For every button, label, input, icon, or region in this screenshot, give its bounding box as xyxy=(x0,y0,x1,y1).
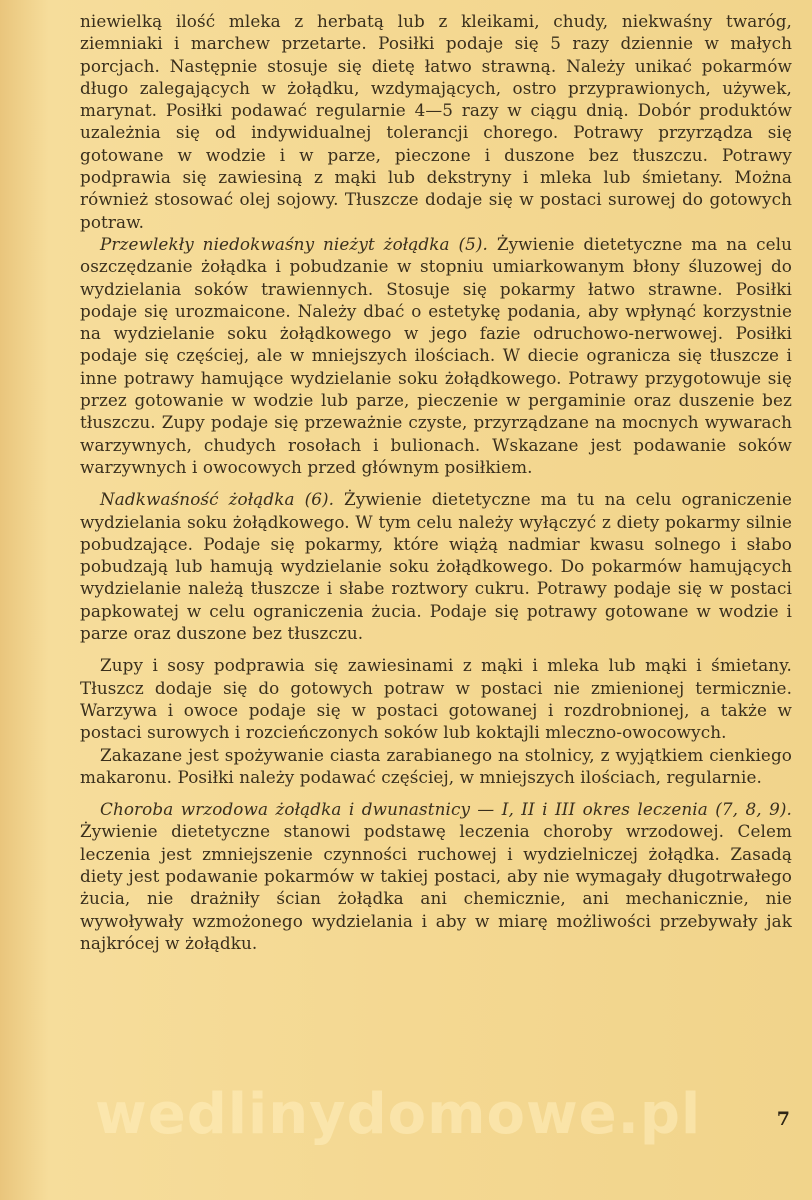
paragraph-text: Zakazane jest spożywanie ciasta zarabianego na stolnicy, z wyjątkiem cienkiego makaronu. Posiłki należy podawać częściej, w mniejszych ilościach, regularnie. xyxy=(80,744,792,787)
paragraph-continuation xyxy=(80,10,792,233)
paragraph-heading: Przewlekły niedokwaśny nieżyt żołądka (5). xyxy=(100,233,488,254)
paragraph-text: Zupy i sosy podprawia się zawiesinami z mąki i mleka lub mąki i śmietany. Tłuszcz dodaje się do gotowych potraw w postaci nie zmienionej termicznie. Warzywa i owoce podaje się w postaci gotowanej i rozdrobnionej, a także w postaci surowych i rozcieńczonych soków lub koktajli mleczno-owocowych. xyxy=(80,655,792,743)
paragraph-heading: Choroba wrzodowa żołądka i dwunastnicy — I, II i III okres leczenia (7, 8, 9). xyxy=(100,799,792,820)
watermark: wedlinydomowe.pl xyxy=(95,1082,702,1147)
paragraph-text: Żywienie dietetyczne stanowi podstawę leczenia choroby wrzodowej. Celem leczenia jest zmniejszenie czynności ruchowej i wydzielniczej żołądka. Zasadą diety jest podawanie pokarmów w takiej postaci, aby nie wymagały długotrwałego żucia, nie drażniły ścian żołądka ani chemicznie, ani mechanicznie, nie wywoływały wzmożonego wydzielania i aby w miarę możliwości przebywały jak najkrócej w żołądku. xyxy=(80,821,792,953)
paragraph-text: niewielką ilość mleka z herbatą lub z kleikami, chudy, niekwaśny twaróg, ziemniaki i marchew przetarte. Posiłki podaje się 5 razy dziennie w małych porcjach. Następnie stosuje się dietę łatwo strawną. Należy unikać pokarmów długo zalegających w żołądku, wzdymających, ostro przyprawionych, używek, marynat. Posiłki podawać regularnie 4—5 razy w ciągu dnią. Dobór produktów uzależnia się od indywidualnej tolerancji chorego. Potrawy przyrządza się gotowane w wodzie i w parze, pieczone i duszone bez tłuszczu. Potrawy podprawia się zawiesiną z mąki lub dekstryny i mleka lub śmietany. Można również stosować olej sojowy. Tłuszcze dodaje się w postaci surowej do gotowych potraw. xyxy=(80,11,792,232)
paragraph-text: Żywienie dietetyczne ma tu na celu ograniczenie wydzielania soku żołądkowego. W tym celu należy wyłączyć z diety pokarmy silnie pobudzające. Podaje się pokarmy, które wiążą nadmiar kwasu solnego i słabo pobudzają lub hamują wydzielanie soku żołądkowego. Do pokarmów hamujących wydzielanie należą tłuszcze i słabe roztwory cukru. Potrawy podaje się w postaci papkowatej w celu ograniczenia żucia. Podaje się potrawy gotowane w wodzie i parze oraz duszone bez tłuszczu. xyxy=(80,489,792,644)
paragraph-zakazane xyxy=(80,744,792,789)
paragraph-niedokwasny-niezyt xyxy=(80,233,792,478)
page-body-text xyxy=(80,10,792,954)
paragraph-heading: Nadkwaśność żołądka (6). xyxy=(100,489,335,510)
paragraph-text: Żywienie dietetyczne ma na celu oszczędzanie żołądka i pobudzanie w stopniu umiarkowanym błony śluzowej do wydzielania soków trawiennych. Stosuje się pokarmy łatwo strawne. Posiłki podaje się urozmaicone. Należy dbać o estetykę podania, aby wpłynąć korzystnie na wydzielanie soku żołądkowego w jego fazie odruchowo-nerwowej. Posiłki podaje się częściej, ale w mniejszych ilościach. W diecie ogranicza się tłuszcze i inne potrawy hamujące wydzielanie soku żołądkowego. Potrawy przygotowuje się przez gotowanie w wodzie lub parze, pieczenie w pergaminie oraz duszenie bez tłuszczu. Zupy podaje się przeważnie czyste, przyrządzane na mocnych wywarach warzywnych, chudych rosołach i bulionach. Wskazane jest podawanie soków warzywnych i owocowych przed głównym posiłkiem. xyxy=(80,233,792,477)
paragraph-zupy-sosy xyxy=(80,654,792,743)
paragraph-choroba-wrzodowa xyxy=(80,798,792,954)
page-number: 7 xyxy=(776,1108,790,1130)
paragraph-nadkwasnosc xyxy=(80,488,792,644)
